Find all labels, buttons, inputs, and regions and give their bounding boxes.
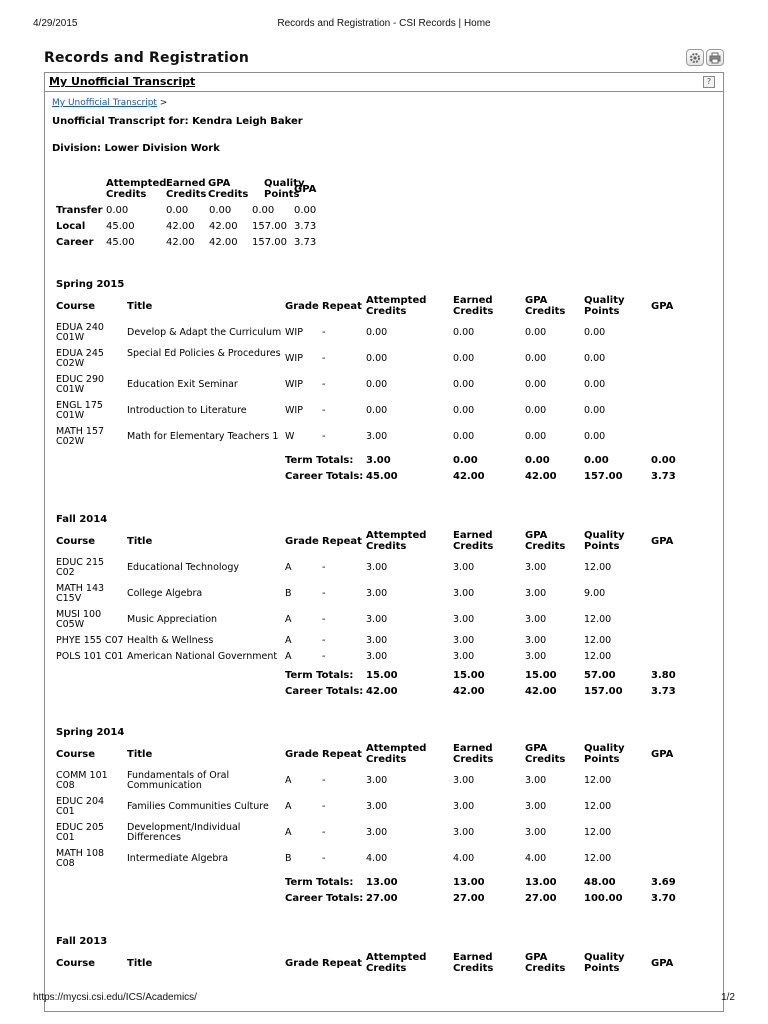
totals-quality-points: 157.00 [584,471,623,482]
course-rows [0,771,768,907]
term-name: Fall 2013 [56,936,108,947]
course-quality-points: 12.00 [584,827,612,838]
course-gpa-credits: 3.00 [525,827,547,838]
course-title: Develop & Adapt the Curriculum [127,327,282,338]
course-attempted: 0.00 [366,405,388,416]
column-header-gpa: GPA [651,536,674,547]
column-header-gpa-credits: GPA Credits [525,743,566,765]
course-quality-points: 12.00 [584,853,612,864]
totals-label: Term Totals: [285,877,354,888]
totals-gpa-credits: 27.00 [525,893,557,904]
course-gpa-credits: 3.00 [525,635,547,646]
column-header-attempted: Attempted Credits [366,295,427,317]
course-earned: 0.00 [453,327,475,338]
course-repeat: - [322,775,326,786]
course-grade: A [285,775,292,786]
course-code: EDUA 245 C02W [56,348,104,369]
course-repeat: - [322,614,326,625]
print-page-number: 1/2 [721,992,735,1003]
totals-gpa-credits: 13.00 [525,877,557,888]
term-name: Fall 2014 [56,514,108,525]
course-attempted: 0.00 [366,327,388,338]
course-code: EDUC 290 C01W [56,374,105,395]
totals-attempted: 42.00 [366,686,398,697]
summary-cell: 0.00 [294,205,317,216]
summary-cell: 45.00 [106,221,135,232]
summary-cell: 42.00 [209,237,238,248]
summary-cell: 0.00 [166,205,189,216]
course-earned: 3.00 [453,635,475,646]
course-title: Fundamentals of Oral Communication [127,770,230,791]
totals-quality-points: 48.00 [584,877,616,888]
course-grade: B [285,588,292,599]
totals-gpa: 3.73 [651,471,676,482]
course-attempted: 3.00 [366,635,388,646]
course-gpa-credits: 3.00 [525,588,547,599]
course-repeat: - [322,379,326,390]
course-gpa-credits: 0.00 [525,353,547,364]
column-header-grade: Grade [285,536,319,547]
course-table-header [0,530,768,554]
totals-gpa-credits: 42.00 [525,471,557,482]
course-earned: 0.00 [453,405,475,416]
totals-attempted: 27.00 [366,893,398,904]
course-repeat: - [322,827,326,838]
course-attempted: 3.00 [366,801,388,812]
course-code: MATH 108 C08 [56,848,105,869]
column-header-quality-points: Quality Points [584,952,625,974]
summary-cell: 0.00 [252,205,275,216]
course-code: EDUC 215 C02 [56,557,105,578]
totals-gpa: 3.73 [651,686,676,697]
column-header-attempted: Attempted Credits [366,530,427,552]
summary-row-label: Transfer [56,205,103,216]
summary-cell: 3.73 [294,221,317,232]
summary-cell: 42.00 [166,221,195,232]
totals-gpa-credits: 42.00 [525,686,557,697]
course-code: PHYE 155 C07 [56,635,124,646]
course-attempted: 3.00 [366,651,388,662]
course-quality-points: 0.00 [584,353,606,364]
totals-earned: 15.00 [453,670,485,681]
course-grade: A [285,827,292,838]
course-quality-points: 12.00 [584,651,612,662]
table-row [0,427,768,453]
column-header-repeat: Repeat [322,749,362,760]
column-header-quality-points: Quality Points [584,530,625,552]
course-quality-points: 0.00 [584,327,606,338]
summary-row-label: Local [56,221,86,232]
course-attempted: 0.00 [366,379,388,390]
summary-cell: 3.73 [294,237,317,248]
totals-attempted: 45.00 [366,471,398,482]
course-repeat: - [322,635,326,646]
course-grade: WIP [285,379,303,390]
course-gpa-credits: 0.00 [525,431,547,442]
course-repeat: - [322,651,326,662]
course-title: Education Exit Seminar [127,379,238,390]
gear-icon [689,52,701,64]
column-header-course: Course [56,536,95,547]
column-header-repeat: Repeat [322,301,362,312]
course-grade: A [285,635,292,646]
course-code: EDUC 205 C01 [56,822,105,843]
totals-attempted: 13.00 [366,877,398,888]
course-table-header [0,743,768,767]
totals-gpa: 0.00 [651,455,676,466]
course-quality-points: 0.00 [584,431,606,442]
table-row [0,349,768,375]
summary-cell: 0.00 [106,205,129,216]
totals-earned: 42.00 [453,471,485,482]
column-header-repeat: Repeat [322,536,362,547]
column-header-title: Title [127,301,153,312]
totals-quality-points: 157.00 [584,686,623,697]
course-rows [0,558,768,700]
course-attempted: 3.00 [366,614,388,625]
column-header-gpa: GPA [651,958,674,969]
totals-earned: 27.00 [453,893,485,904]
column-header-title: Title [127,958,153,969]
table-row [0,610,768,636]
table-row [0,401,768,427]
breadcrumb-link[interactable]: My Unofficial Transcript [52,98,157,108]
course-grade: A [285,651,292,662]
course-repeat: - [322,353,326,364]
course-gpa-credits: 4.00 [525,853,547,864]
course-quality-points: 12.00 [584,635,612,646]
course-repeat: - [322,405,326,416]
table-row [0,558,768,584]
summary-row-label: Career [56,237,94,248]
course-earned: 3.00 [453,775,475,786]
breadcrumb-separator: > [159,98,168,108]
breadcrumb [52,98,167,108]
column-header-gpa: GPA [651,749,674,760]
course-gpa-credits: 0.00 [525,379,547,390]
table-row [0,771,768,797]
totals-quality-points: 57.00 [584,670,616,681]
course-repeat: - [322,853,326,864]
course-attempted: 3.00 [366,562,388,573]
totals-quality-points: 0.00 [584,455,609,466]
column-header-earned: Earned Credits [453,952,494,974]
totals-earned: 42.00 [453,686,485,697]
column-header-grade: Grade [285,301,319,312]
division-label: Division: Lower Division Work [52,143,220,154]
term-totals-row [0,453,768,469]
print-url: https://mycsi.csi.edu/ICS/Academics/ [33,992,197,1003]
column-header-earned: Earned Credits [453,530,494,552]
course-repeat: - [322,801,326,812]
totals-label: Career Totals: [285,471,364,482]
course-earned: 3.00 [453,588,475,599]
totals-gpa: 3.70 [651,893,676,904]
course-quality-points: 0.00 [584,379,606,390]
totals-label: Career Totals: [285,893,364,904]
course-grade: WIP [285,353,303,364]
totals-gpa: 3.80 [651,670,676,681]
totals-label: Term Totals: [285,455,354,466]
summary-cell: 42.00 [166,237,195,248]
course-code: MATH 143 C15V [56,583,105,604]
course-earned: 3.00 [453,827,475,838]
page-tools [686,49,724,66]
course-gpa-credits: 3.00 [525,614,547,625]
column-header-attempted: Attempted Credits [366,952,427,974]
portlet-header [45,73,723,92]
career-totals-row [0,684,768,700]
totals-label: Term Totals: [285,670,354,681]
summary-cell: 45.00 [106,237,135,248]
course-code: POLS 101 C01 [56,651,124,662]
column-header-repeat: Repeat [322,958,362,969]
course-earned: 0.00 [453,431,475,442]
printer-icon [709,52,721,64]
summary-header-attempted: Attempted Credits [106,178,167,200]
course-title: Intermediate Algebra [127,853,229,864]
summary-cell: 157.00 [252,237,287,248]
course-grade: WIP [285,405,303,416]
totals-earned: 13.00 [453,877,485,888]
totals-label: Career Totals: [285,686,364,697]
summary-header-gpa: GPA [294,184,317,195]
table-row [0,636,768,652]
course-earned: 3.00 [453,651,475,662]
career-totals-row [0,891,768,907]
summary-cell: 0.00 [209,205,232,216]
portlet-title[interactable]: My Unofficial Transcript [49,75,196,88]
summary-header-quality: Quality Points [264,178,305,200]
course-earned: 4.00 [453,853,475,864]
column-header-title: Title [127,536,153,547]
print-button[interactable] [706,49,724,66]
course-attempted: 3.00 [366,431,388,442]
course-title: Math for Elementary Teachers 1 [127,431,279,442]
course-title: Music Appreciation [127,614,218,625]
course-quality-points: 9.00 [584,588,606,599]
column-header-course: Course [56,749,95,760]
column-header-course: Course [56,301,95,312]
course-quality-points: 0.00 [584,405,606,416]
totals-gpa-credits: 0.00 [525,455,550,466]
transcript-owner: Unofficial Transcript for: Kendra Leigh Baker [52,116,303,127]
course-attempted: 3.00 [366,588,388,599]
summary-header-earned: Earned Credits [166,178,207,200]
course-grade: A [285,614,292,625]
course-code: ENGL 175 C01W [56,400,103,421]
column-header-quality-points: Quality Points [584,295,625,317]
column-header-earned: Earned Credits [453,743,494,765]
course-quality-points: 12.00 [584,562,612,573]
table-row [0,584,768,610]
course-title: Introduction to Literature [127,405,247,416]
course-attempted: 3.00 [366,775,388,786]
table-row [0,375,768,401]
course-grade: W [285,431,295,442]
table-row [0,797,768,823]
course-title: American National Government [127,651,278,662]
column-header-grade: Grade [285,749,319,760]
column-header-grade: Grade [285,958,319,969]
column-header-quality-points: Quality Points [584,743,625,765]
course-rows [0,323,768,485]
totals-gpa-credits: 15.00 [525,670,557,681]
totals-gpa: 3.69 [651,877,676,888]
course-repeat: - [322,431,326,442]
course-title: Special Ed Policies & Procedures [127,348,281,359]
course-repeat: - [322,327,326,338]
course-earned: 3.00 [453,562,475,573]
course-earned: 3.00 [453,801,475,812]
course-table-header [0,952,768,976]
print-footer [33,992,735,1006]
course-quality-points: 12.00 [584,775,612,786]
table-row [0,323,768,349]
table-row [0,849,768,875]
column-header-gpa-credits: GPA Credits [525,295,566,317]
term-totals-row [0,875,768,891]
course-title: Development/Individual Differences [127,822,241,843]
column-header-earned: Earned Credits [453,295,494,317]
career-totals-row [0,469,768,485]
course-earned: 0.00 [453,353,475,364]
totals-earned: 0.00 [453,455,478,466]
course-code: MATH 157 C02W [56,426,105,447]
column-header-gpa-credits: GPA Credits [525,952,566,974]
course-gpa-credits: 3.00 [525,775,547,786]
column-header-course: Course [56,958,95,969]
course-table-header [0,295,768,319]
column-header-gpa: GPA [651,301,674,312]
settings-button[interactable] [686,49,704,66]
column-header-gpa-credits: GPA Credits [525,530,566,552]
course-gpa-credits: 3.00 [525,801,547,812]
table-row [0,823,768,849]
course-grade: A [285,801,292,812]
course-code: EDUC 204 C01 [56,796,105,817]
column-header-title: Title [127,749,153,760]
course-repeat: - [322,562,326,573]
page-title: Records and Registration [44,50,249,66]
course-title: Health & Wellness [127,635,214,646]
column-header-attempted: Attempted Credits [366,743,427,765]
course-title: Families Communities Culture [127,801,269,812]
course-gpa-credits: 0.00 [525,327,547,338]
course-grade: A [285,562,292,573]
course-earned: 3.00 [453,614,475,625]
course-code: COMM 101 C08 [56,770,108,791]
totals-quality-points: 100.00 [584,893,623,904]
term-name: Spring 2015 [56,279,125,290]
summary-cell: 157.00 [252,221,287,232]
course-gpa-credits: 3.00 [525,651,547,662]
summary-cell: 42.00 [209,221,238,232]
course-code: MUSI 100 C05W [56,609,102,630]
course-attempted: 4.00 [366,853,388,864]
course-gpa-credits: 0.00 [525,405,547,416]
course-quality-points: 12.00 [584,801,612,812]
course-gpa-credits: 3.00 [525,562,547,573]
totals-attempted: 3.00 [366,455,391,466]
help-button[interactable]: ? [703,76,715,88]
course-code: EDUA 240 C01W [56,322,104,343]
totals-attempted: 15.00 [366,670,398,681]
print-date: 4/29/2015 [33,18,78,29]
course-grade: B [285,853,292,864]
course-repeat: - [322,588,326,599]
table-row [0,652,768,668]
course-attempted: 3.00 [366,827,388,838]
term-totals-row [0,668,768,684]
print-header [33,18,735,32]
course-earned: 0.00 [453,379,475,390]
course-grade: WIP [285,327,303,338]
course-title: College Algebra [127,588,203,599]
summary-header-gpa-credits: GPA Credits [208,178,249,200]
course-quality-points: 12.00 [584,614,612,625]
course-title: Educational Technology [127,562,239,573]
print-page-title: Records and Registration - CSI Records | Home [277,18,491,29]
course-attempted: 0.00 [366,353,388,364]
term-name: Spring 2014 [56,727,125,738]
